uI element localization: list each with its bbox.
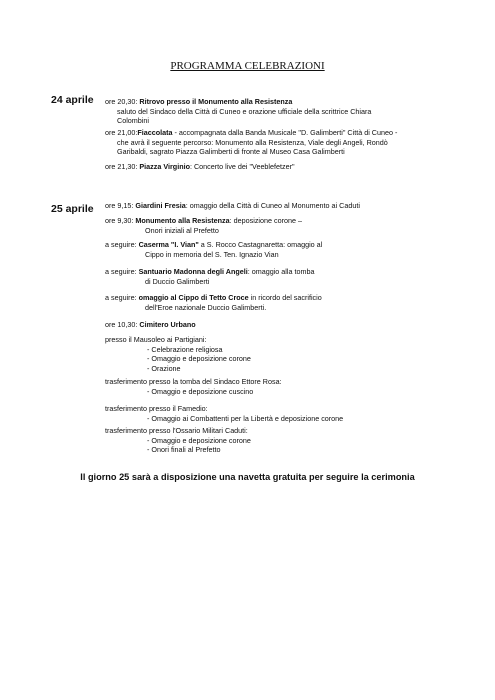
list-item: - Orazione — [147, 363, 181, 373]
event-piazza-virginio — [105, 162, 460, 172]
group-tomba-rosa — [105, 377, 460, 396]
date-25-aprile: 25 aprile — [51, 203, 94, 215]
group-heading: trasferimento presso il Famedio: — [105, 404, 208, 413]
date-24-aprile: 24 aprile — [51, 94, 94, 106]
group-famedio — [105, 404, 460, 423]
event-description: che avrà il seguente percorso: Monumento alla Resistenza, Viale degli Angeli, Rondò — [117, 137, 388, 147]
group-ossario — [105, 426, 460, 455]
event-description: Colombini — [117, 116, 149, 126]
list-item: - Onori finali al Prefetto — [147, 445, 221, 455]
event-text: : omaggio alla tomba — [247, 267, 315, 276]
event-time: a seguire: — [105, 267, 139, 276]
event-caserma-vian — [105, 240, 460, 259]
event-place: Santuario Madonna degli Angeli — [138, 267, 248, 276]
event-text: in ricordo del sacrificio — [248, 293, 322, 302]
event-tetto-croce — [105, 293, 460, 312]
list-item: - Omaggio e deposizione corone — [147, 354, 251, 364]
group-heading: trasferimento presso l'Ossario Militari Caduti: — [105, 426, 248, 435]
group-heading: trasferimento presso la tomba del Sindaco Ettore Rosa: — [105, 377, 282, 386]
event-place: Caserma "I. Vian" — [138, 240, 199, 249]
event-description: Garibaldi, sagrato Piazza Galimberti di fronte al Museo Casa Galimberti — [117, 147, 345, 157]
event-giardini-fresia — [105, 201, 460, 211]
event-santuario — [105, 267, 460, 286]
event-time: ore 9,15: — [105, 201, 136, 210]
event-time: a seguire: — [105, 293, 139, 302]
event-text: - accompagnata dalla Banda Musicale "D. Galimberti" Città di Cuneo - — [172, 128, 398, 137]
event-place: Fiaccolata — [137, 128, 173, 137]
list-item: - Omaggio ai Combattenti per la Libertà e deposizione corone — [147, 413, 344, 423]
list-item: - Omaggio e deposizione cuscino — [147, 386, 254, 396]
event-description: Onori iniziali al Prefetto — [145, 225, 219, 235]
event-place: Ritrovo presso il Monumento alla Resistenza — [139, 97, 293, 106]
event-description: di Duccio Galimberti — [145, 276, 210, 286]
event-time: ore 9,30: — [105, 216, 136, 225]
event-text: : deposizione corone – — [229, 216, 302, 225]
event-place: Giardini Fresia — [135, 201, 186, 210]
event-place: Monumento alla Resistenza — [135, 216, 230, 225]
event-text: : omaggio della Città di Cuneo al Monumento ai Caduti — [185, 201, 360, 210]
event-text: a S. Rocco Castagnaretta: omaggio al — [198, 240, 323, 249]
event-place: omaggio al Cippo di Tetto Croce — [138, 293, 249, 302]
event-place: Cimitero Urbano — [139, 320, 196, 329]
event-time: ore 10,30: — [105, 320, 140, 329]
event-time: ore 21,00: — [105, 128, 138, 137]
event-time: ore 21,30: — [105, 162, 140, 171]
event-description: saluto del Sindaco della Città di Cuneo e orazione ufficiale della scrittrice Chiara — [117, 106, 372, 116]
event-text: : Concerto live dei "Veeblefetzer" — [189, 162, 295, 171]
event-monumento-resistenza — [105, 216, 460, 235]
event-fiaccolata — [105, 128, 460, 157]
event-ritrovo — [105, 97, 460, 126]
group-heading: presso il Mausoleo ai Partigiani: — [105, 335, 207, 344]
page-title: PROGRAMMA CELEBRAZIONI — [170, 60, 325, 72]
shuttle-note: Il giorno 25 sarà a disposizione una navetta gratuita per seguire la cerimonia — [80, 472, 415, 482]
event-cimitero-urbano — [105, 320, 460, 330]
group-mausoleo — [105, 335, 460, 373]
event-time: a seguire: — [105, 240, 139, 249]
list-item: - Celebrazione religiosa — [147, 344, 223, 354]
list-item: - Omaggio e deposizione corone — [147, 435, 251, 445]
event-time: ore 20,30: — [105, 97, 140, 106]
event-place: Piazza Virginio — [139, 162, 190, 171]
event-description: dell'Eroe nazionale Duccio Galimberti. — [145, 302, 267, 312]
event-description: Cippo in memoria del S. Ten. Ignazio Vian — [145, 249, 279, 259]
